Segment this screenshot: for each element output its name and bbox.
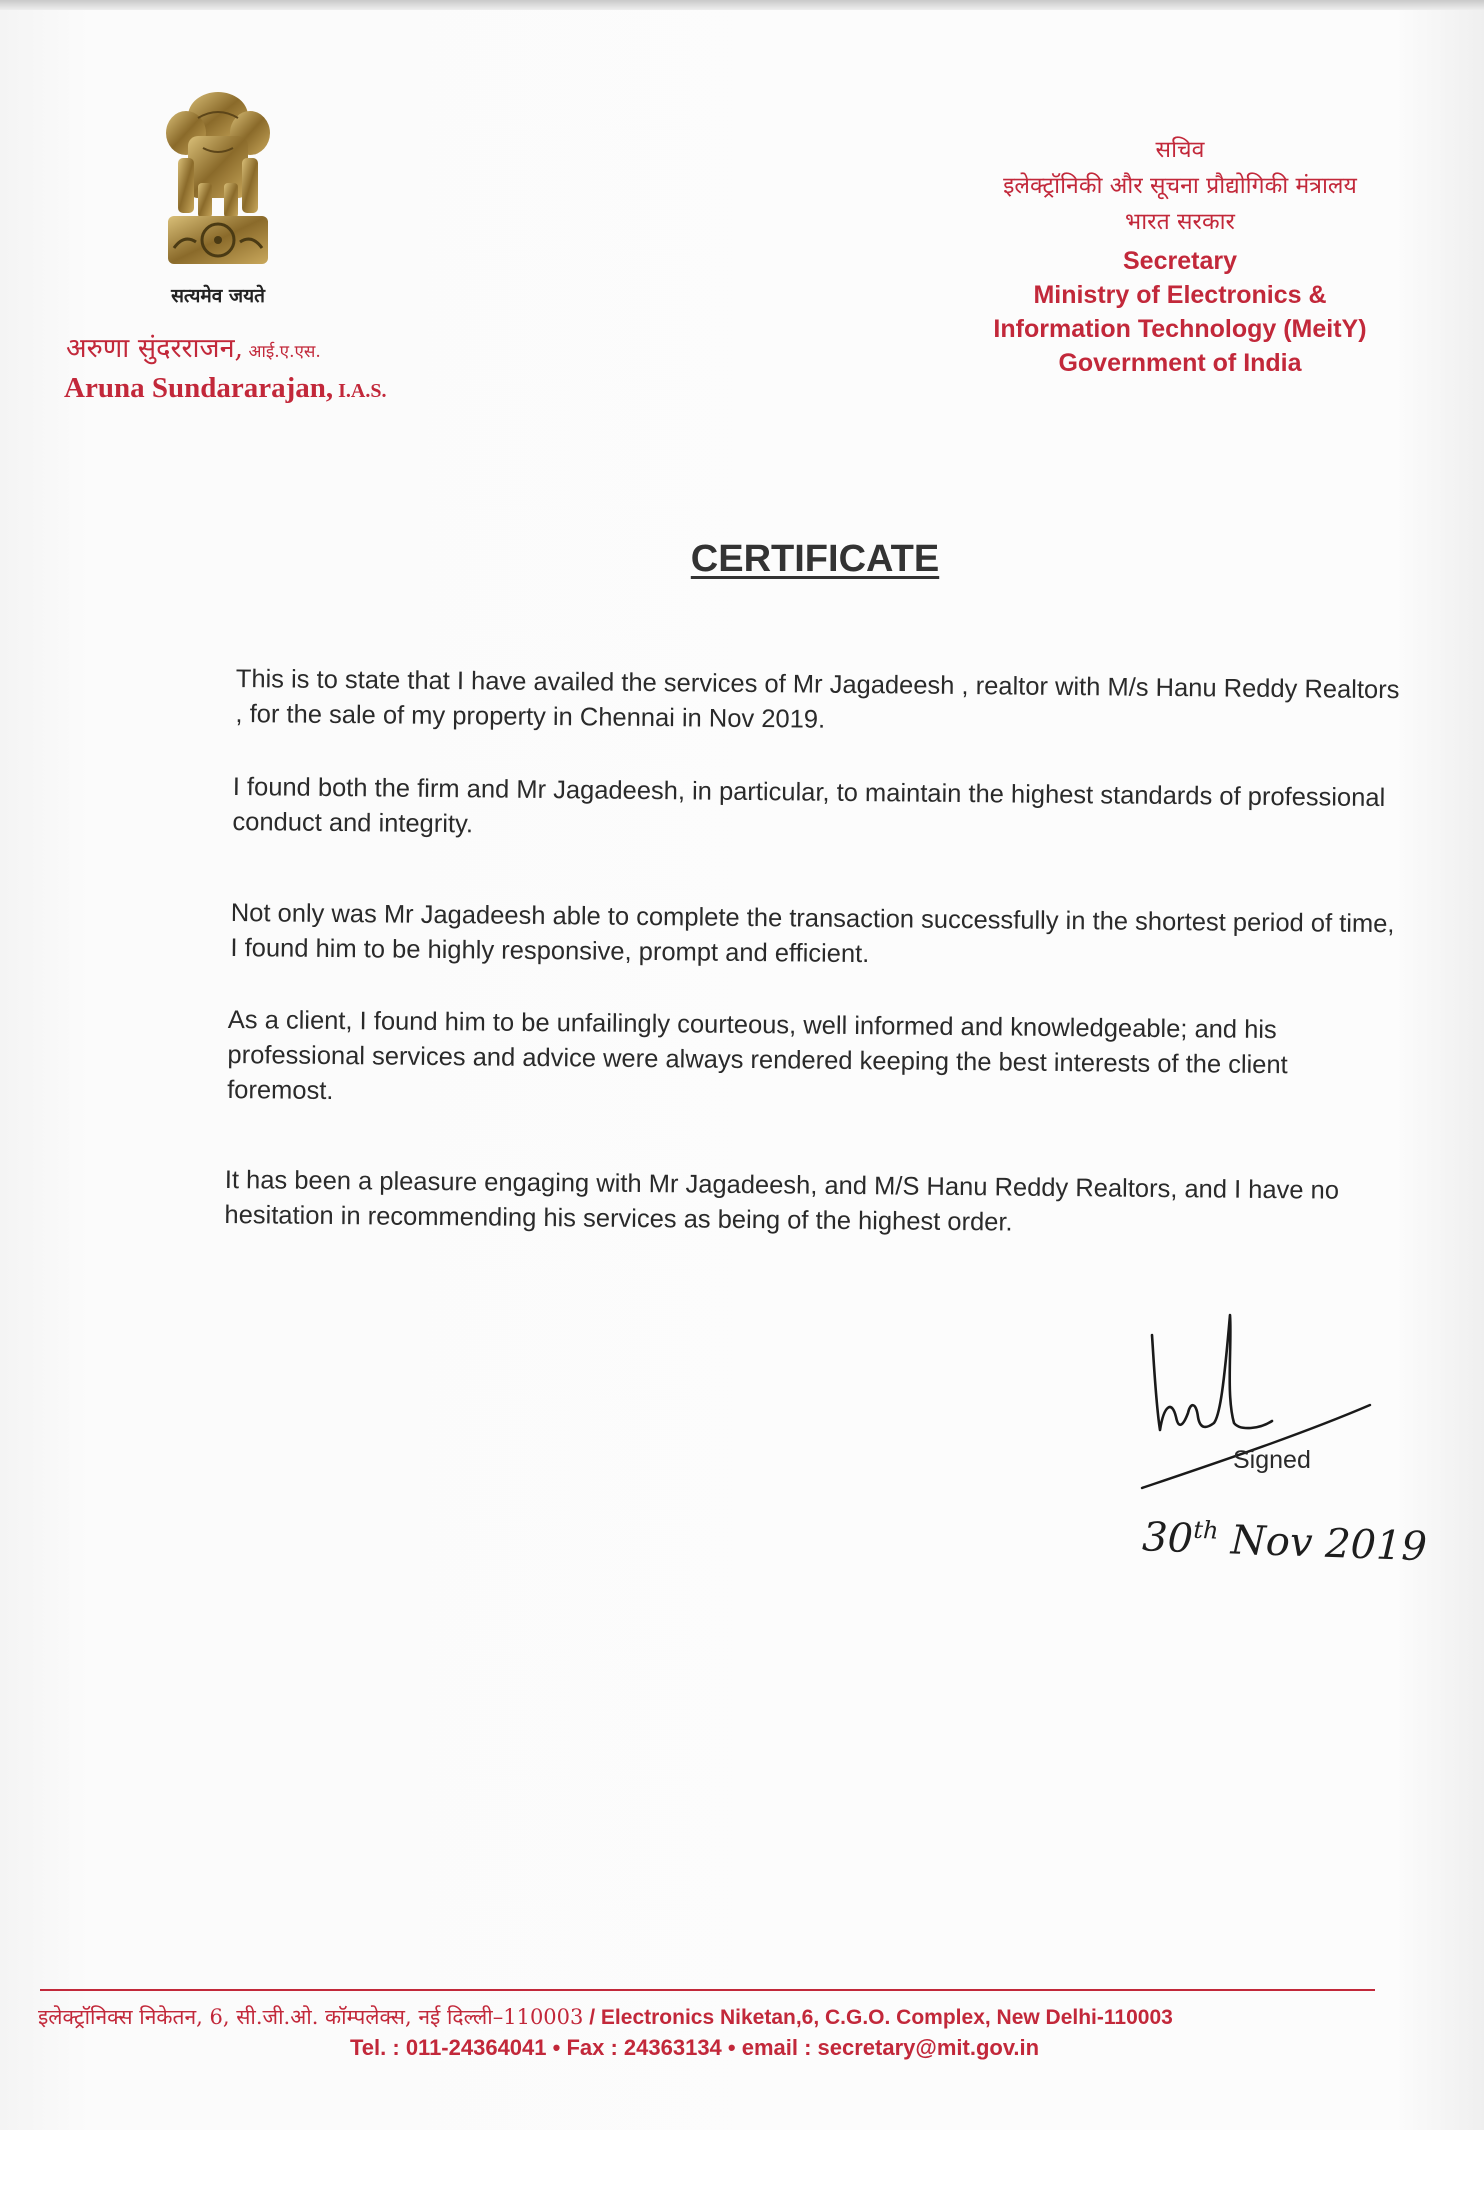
signed-label: Signed — [1233, 1446, 1311, 1474]
designation-english-line-4: Government of India — [1058, 349, 1302, 377]
designation-english-line-1: Secretary — [1123, 247, 1237, 275]
footer-address-english: Electronics Niketan,6, C.G.O. Complex, New Delhi-110003 — [600, 2006, 1173, 2029]
certificate-paragraph-4: As a client, I found him to be unfailingly courteous, well informed and knowledgeable; and his professional services and advice were always rendered keeping the best interests of the client foremost. — [227, 1005, 1288, 1106]
designation-english-line-3: Information Technology (MeitY) — [993, 315, 1367, 343]
sender-credential-hindi: आई.ए.एस. — [243, 342, 321, 362]
designation-hindi-line-2: इलेक्ट्रॉनिकी और सूचना प्रौद्योगिकी मंत्रालय — [1003, 173, 1357, 199]
certificate-paragraph-3: Not only was Mr Jagadeesh able to complete the transaction successfully in the shortest period of time, I found him to be highly responsive, prompt and efficient. — [230, 898, 1395, 969]
sender-name-english — [64, 372, 504, 405]
certificate-heading: CERTIFICATE — [690, 538, 940, 580]
sender-credential-english: I.A.S. — [333, 380, 387, 402]
designation-english-line-2: Ministry of Electronics & — [1033, 281, 1327, 309]
designation-hindi-line-3: भारत सरकार — [1125, 209, 1235, 235]
date-ordinal: th — [1192, 1515, 1219, 1545]
sender-name-english-text: Aruna Sundararajan, — [64, 372, 334, 404]
designation-block — [930, 132, 1430, 380]
ashoka-lion-capital-icon — [148, 88, 288, 273]
sender-name-hindi — [66, 328, 486, 365]
scan-top-edge — [0, 0, 1484, 10]
certificate-paragraph-1: This is to state that I have availed the services of Mr Jagadeesh , realtor with M/s Hanu Reddy Realtors , for the sale of my property in Chennai in Nov 2019. — [235, 664, 1400, 734]
date-day: 30 — [1141, 1514, 1194, 1563]
emblem-motto: सत्यमेव जयते — [171, 285, 265, 307]
designation-hindi-line-1: सचिव — [1155, 137, 1205, 163]
sender-name-hindi-text: अरुणा सुंदरराजन, — [66, 333, 244, 364]
certificate-paragraph-2: I found both the firm and Mr Jagadeesh, in particular, to maintain the highest standards of professional conduct and integrity. — [232, 772, 1386, 839]
footer-divider — [40, 1989, 1375, 1991]
date-month-year: Nov 2019 — [1217, 1516, 1428, 1571]
footer-contact: Tel. : 011-24364041 • Fax : 24363134 • email : secretary@mit.gov.in — [350, 2035, 1040, 2060]
scan-bottom-margin — [0, 2130, 1484, 2189]
handwritten-date — [1141, 1514, 1427, 1570]
footer-address-separator: / — [583, 2006, 601, 2029]
footer-address — [38, 2003, 1438, 2031]
footer-address-hindi: इलेक्ट्रॉनिक्स निकेतन, 6, सी.जी.ओ. कॉम्पलेक्स, नई दिल्ली–110003 — [38, 2005, 584, 2029]
certificate-paragraph-5: It has been a pleasure engaging with Mr Jagadeesh, and M/S Hanu Reddy Realtors, and I have no hesitation in recommending his services as being of the highest order. — [224, 1165, 1340, 1237]
